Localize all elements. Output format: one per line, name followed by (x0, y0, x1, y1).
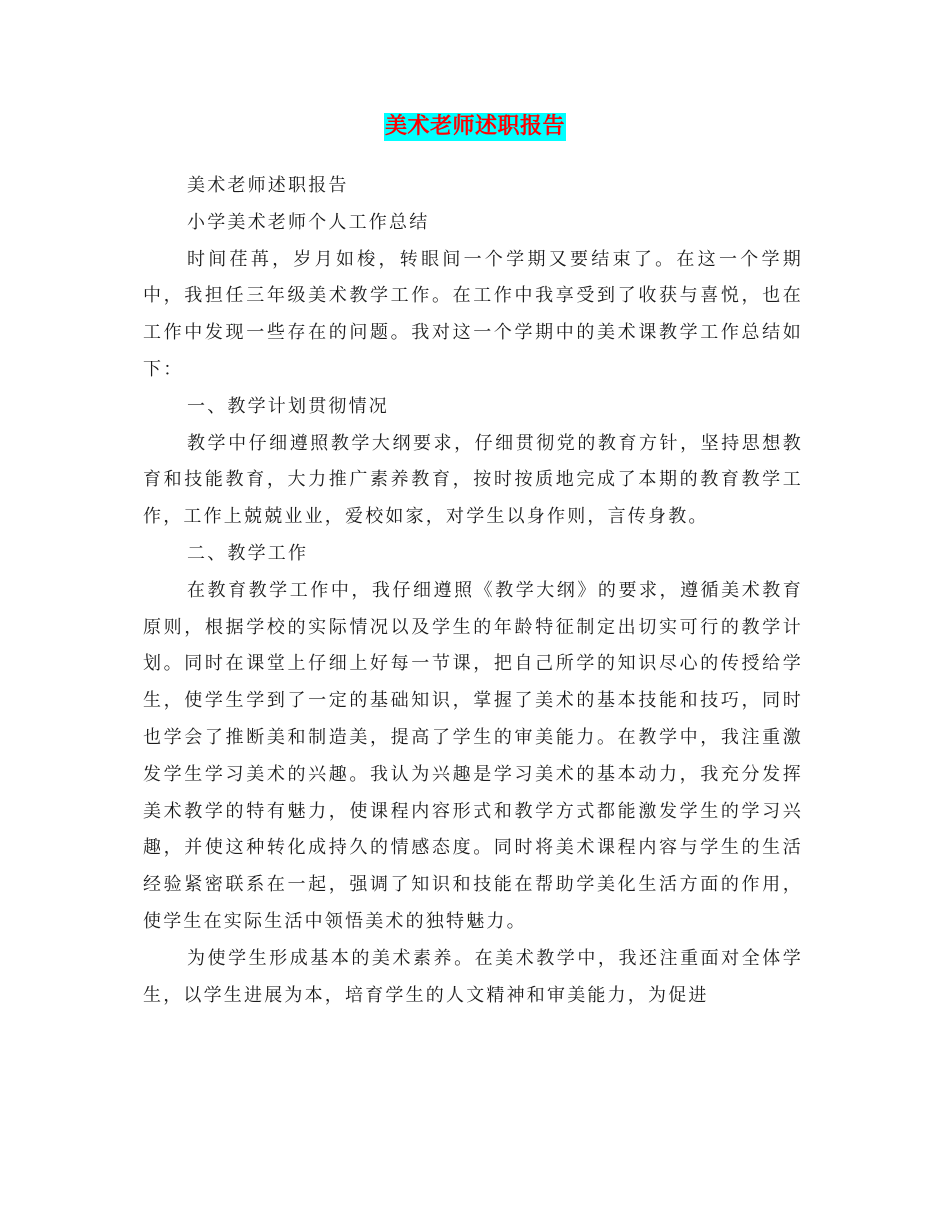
paragraph-heading: 美术老师述职报告 (187, 175, 349, 196)
paragraph-subheading: 小学美术老师个人工作总结 (187, 211, 430, 233)
document-title: 美术老师述职报告 (384, 114, 565, 139)
paragraph-section-2: 在教育教学工作中，我仔细遵照《教学大纲》的要求，遵循美术教育原则，根据学校的实际情况以及学生的年龄特征制定出切实可行的教学计划。同时在课堂上仔细上好每一节课，把自己所学的知识尽心的传授给学生，使学生学到了一定的基础知识，掌握了美术的基本技能和技巧，同时也学会了推断美和制造美，提高了学生的审美能力。在教学中，我注重激发学生学习美术的兴趣。我认为兴趣是学习美术的基本动力，我充分发挥美术教学的特有魅力，使课程内容形式和教学方式都能激发学生的学习兴趣，并使这种转化成持久的情感态度。同时将美术课程内容与学生的生活经验紧密联系在一起，强调了知识和技能在帮助学美化生活方面的作用，使学生在实际生活中领悟美术的独特魅力。 (143, 579, 803, 932)
section-heading-2: 二、教学工作 (187, 542, 309, 564)
section-heading-1: 一、教学计划贯彻情况 (187, 395, 389, 417)
paragraph-intro: 时间荏苒，岁月如梭，转眼间一个学期又要结束了。在这一个学期中，我担任三年级美术教学工作。在工作中我享受到了收获与喜悦，也在工作中发现一些存在的问题。我对这一个学期中的美术课教学工作总结如下： (143, 248, 803, 380)
title-container (0, 113, 950, 141)
paragraph-section-1: 教学中仔细遵照教学大纲要求，仔细贯彻党的教育方针，坚持思想教育和技能教育，大力推广素养教育，按时按质地完成了本期的教育教学工作，工作上兢兢业业，爱校如家，对学生以身作则，言传身教。 (143, 432, 803, 528)
paragraph-section-2-cont: 为使学生形成基本的美术素养。在美术教学中，我还注重面对全体学生，以学生进展为本，培育学生的人文精神和审美能力，为促进 (143, 947, 803, 1006)
document-body (143, 168, 803, 1014)
